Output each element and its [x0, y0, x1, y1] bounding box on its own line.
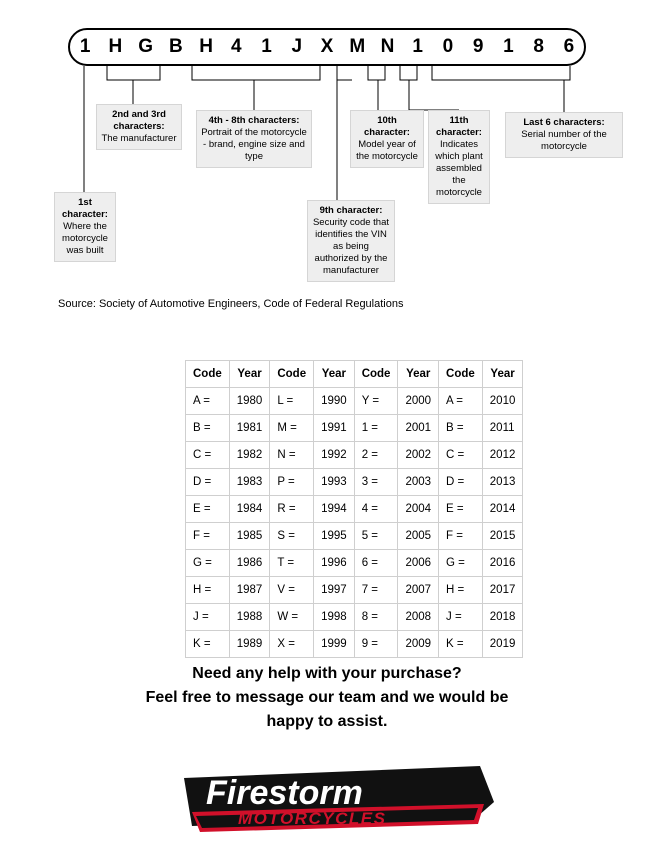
cell: P = [270, 469, 314, 496]
vin-char: N [380, 36, 395, 57]
table-row [186, 550, 523, 577]
callout-body: Where the motorcycle was built [62, 221, 108, 256]
cell: 1 = [354, 415, 398, 442]
vin-char: M [349, 36, 366, 57]
cell: 1994 [314, 496, 355, 523]
cell: 2011 [482, 415, 523, 442]
cell: 5 = [354, 523, 398, 550]
vin-diagram [0, 0, 654, 310]
cell: 1990 [314, 388, 355, 415]
cell: B = [439, 415, 483, 442]
callout-title: Last 6 characters: [523, 117, 605, 128]
vin-char: 8 [533, 36, 544, 57]
callout-body: Security code that identifies the VIN as being authorized by the manufacturer [312, 217, 390, 276]
cell: 1998 [314, 604, 355, 631]
cell: K = [439, 631, 483, 658]
vin-char: 6 [563, 36, 575, 57]
cell: M = [270, 415, 314, 442]
table-row [186, 523, 523, 550]
vin-char: B [168, 36, 183, 57]
help-line-3: happy to assist. [266, 713, 388, 730]
vin-char: 1 [79, 36, 91, 57]
cell: 2012 [482, 442, 523, 469]
callout-2nd-3rd-characters [96, 104, 182, 150]
vin-char: J [291, 36, 303, 57]
callout-title: 9th character: [319, 205, 383, 216]
cell: 1988 [229, 604, 270, 631]
cell: 2016 [482, 550, 523, 577]
cell: L = [270, 388, 314, 415]
cell: 2004 [398, 496, 439, 523]
cell: 1991 [314, 415, 355, 442]
cell: 1997 [314, 577, 355, 604]
callout-body: The manufacturer [101, 133, 177, 144]
cell: X = [270, 631, 314, 658]
firestorm-motorcycles-logo [178, 762, 496, 842]
column-header: Year [482, 361, 523, 388]
cell: 1981 [229, 415, 270, 442]
callout-last-6-characters [505, 112, 623, 158]
column-header: Code [354, 361, 398, 388]
vin-char: 0 [442, 36, 454, 57]
cell: 2017 [482, 577, 523, 604]
cell: E = [439, 496, 483, 523]
cell: F = [439, 523, 483, 550]
callout-title: 1st character: [62, 197, 108, 220]
cell: 2007 [398, 577, 439, 604]
cell: 2008 [398, 604, 439, 631]
cell: K = [186, 631, 230, 658]
cell: 2 = [354, 442, 398, 469]
cell: G = [186, 550, 230, 577]
vin-char: 4 [231, 36, 242, 57]
cell: 2006 [398, 550, 439, 577]
cell: 1992 [314, 442, 355, 469]
vin-char: X [320, 36, 334, 57]
column-header: Code [439, 361, 483, 388]
vin-char: G [138, 36, 153, 57]
vin-char: 1 [412, 36, 423, 57]
cell: 2009 [398, 631, 439, 658]
cell: 2002 [398, 442, 439, 469]
table-row [186, 469, 523, 496]
table-row [186, 415, 523, 442]
cell: E = [186, 496, 230, 523]
column-header: Code [270, 361, 314, 388]
vin-char: 9 [472, 36, 484, 57]
table-row [186, 577, 523, 604]
cell: S = [270, 523, 314, 550]
cell: 6 = [354, 550, 398, 577]
table-row [186, 604, 523, 631]
cell: 2019 [482, 631, 523, 658]
cell: 4 = [354, 496, 398, 523]
callout-4th-8th-characters [196, 110, 312, 168]
help-line-1: Need any help with your purchase? [192, 665, 462, 682]
cell: 2001 [398, 415, 439, 442]
table-header-row [186, 361, 523, 388]
table-row [186, 631, 523, 658]
cell: 2005 [398, 523, 439, 550]
vin-char: 1 [503, 36, 514, 57]
cell: Y = [354, 388, 398, 415]
callout-11th-character [428, 110, 490, 204]
cell: 1989 [229, 631, 270, 658]
cell: J = [186, 604, 230, 631]
table-row [186, 496, 523, 523]
cell: 1999 [314, 631, 355, 658]
cell: C = [439, 442, 483, 469]
cell: 9 = [354, 631, 398, 658]
cell: W = [270, 604, 314, 631]
column-header: Code [186, 361, 230, 388]
callout-9th-character [307, 200, 395, 282]
cell: 1996 [314, 550, 355, 577]
vin-char: 1 [261, 36, 272, 57]
cell: A = [439, 388, 483, 415]
vin-char: H [108, 36, 123, 57]
cell: 2014 [482, 496, 523, 523]
cell: 1985 [229, 523, 270, 550]
table-row [186, 442, 523, 469]
callout-body: Portrait of the motorcycle - brand, engine size and type [201, 127, 307, 162]
cell: 1983 [229, 469, 270, 496]
table-row [186, 388, 523, 415]
callout-title: 10th character: [364, 115, 410, 138]
cell: H = [186, 577, 230, 604]
source-note: Source: Society of Automotive Engineers, Code of Federal Regulations [58, 298, 404, 310]
cell: 2010 [482, 388, 523, 415]
cell: 2015 [482, 523, 523, 550]
callout-title: 11th character: [436, 115, 482, 138]
cell: H = [439, 577, 483, 604]
cell: 1980 [229, 388, 270, 415]
cell: 1993 [314, 469, 355, 496]
cell: 1984 [229, 496, 270, 523]
logo-brand-text: Firestorm [206, 774, 363, 812]
cell: C = [186, 442, 230, 469]
cell: D = [186, 469, 230, 496]
vin-character-bar [68, 28, 586, 66]
callout-body: Indicates which plant assembled the motorcycle [435, 139, 483, 198]
callout-1st-character [54, 192, 116, 262]
callout-body: Model year of the motorcycle [356, 139, 418, 162]
cell: 2013 [482, 469, 523, 496]
callout-title: 4th - 8th characters: [208, 115, 300, 126]
cell: F = [186, 523, 230, 550]
logo-artwork [178, 762, 496, 842]
cell: R = [270, 496, 314, 523]
cell: 2018 [482, 604, 523, 631]
cell: 1995 [314, 523, 355, 550]
cell: 7 = [354, 577, 398, 604]
callout-title: 2nd and 3rd characters: [112, 109, 166, 132]
vin-char: H [199, 36, 213, 57]
cell: 8 = [354, 604, 398, 631]
help-line-2: Feel free to message our team and we would be [145, 689, 509, 706]
cell: 3 = [354, 469, 398, 496]
cell: 1986 [229, 550, 270, 577]
cell: N = [270, 442, 314, 469]
cell: D = [439, 469, 483, 496]
callout-10th-character [350, 110, 424, 168]
cell: 1982 [229, 442, 270, 469]
column-header: Year [314, 361, 355, 388]
column-header: Year [229, 361, 270, 388]
help-message [0, 662, 654, 734]
cell: B = [186, 415, 230, 442]
year-code-table [185, 360, 523, 658]
column-header: Year [398, 361, 439, 388]
cell: A = [186, 388, 230, 415]
cell: 2003 [398, 469, 439, 496]
cell: G = [439, 550, 483, 577]
cell: T = [270, 550, 314, 577]
callout-body: Serial number of the motorcycle [521, 129, 607, 152]
cell: J = [439, 604, 483, 631]
logo-tagline-text: MOTORCYCLES [238, 809, 387, 828]
cell: V = [270, 577, 314, 604]
cell: 2000 [398, 388, 439, 415]
cell: 1987 [229, 577, 270, 604]
